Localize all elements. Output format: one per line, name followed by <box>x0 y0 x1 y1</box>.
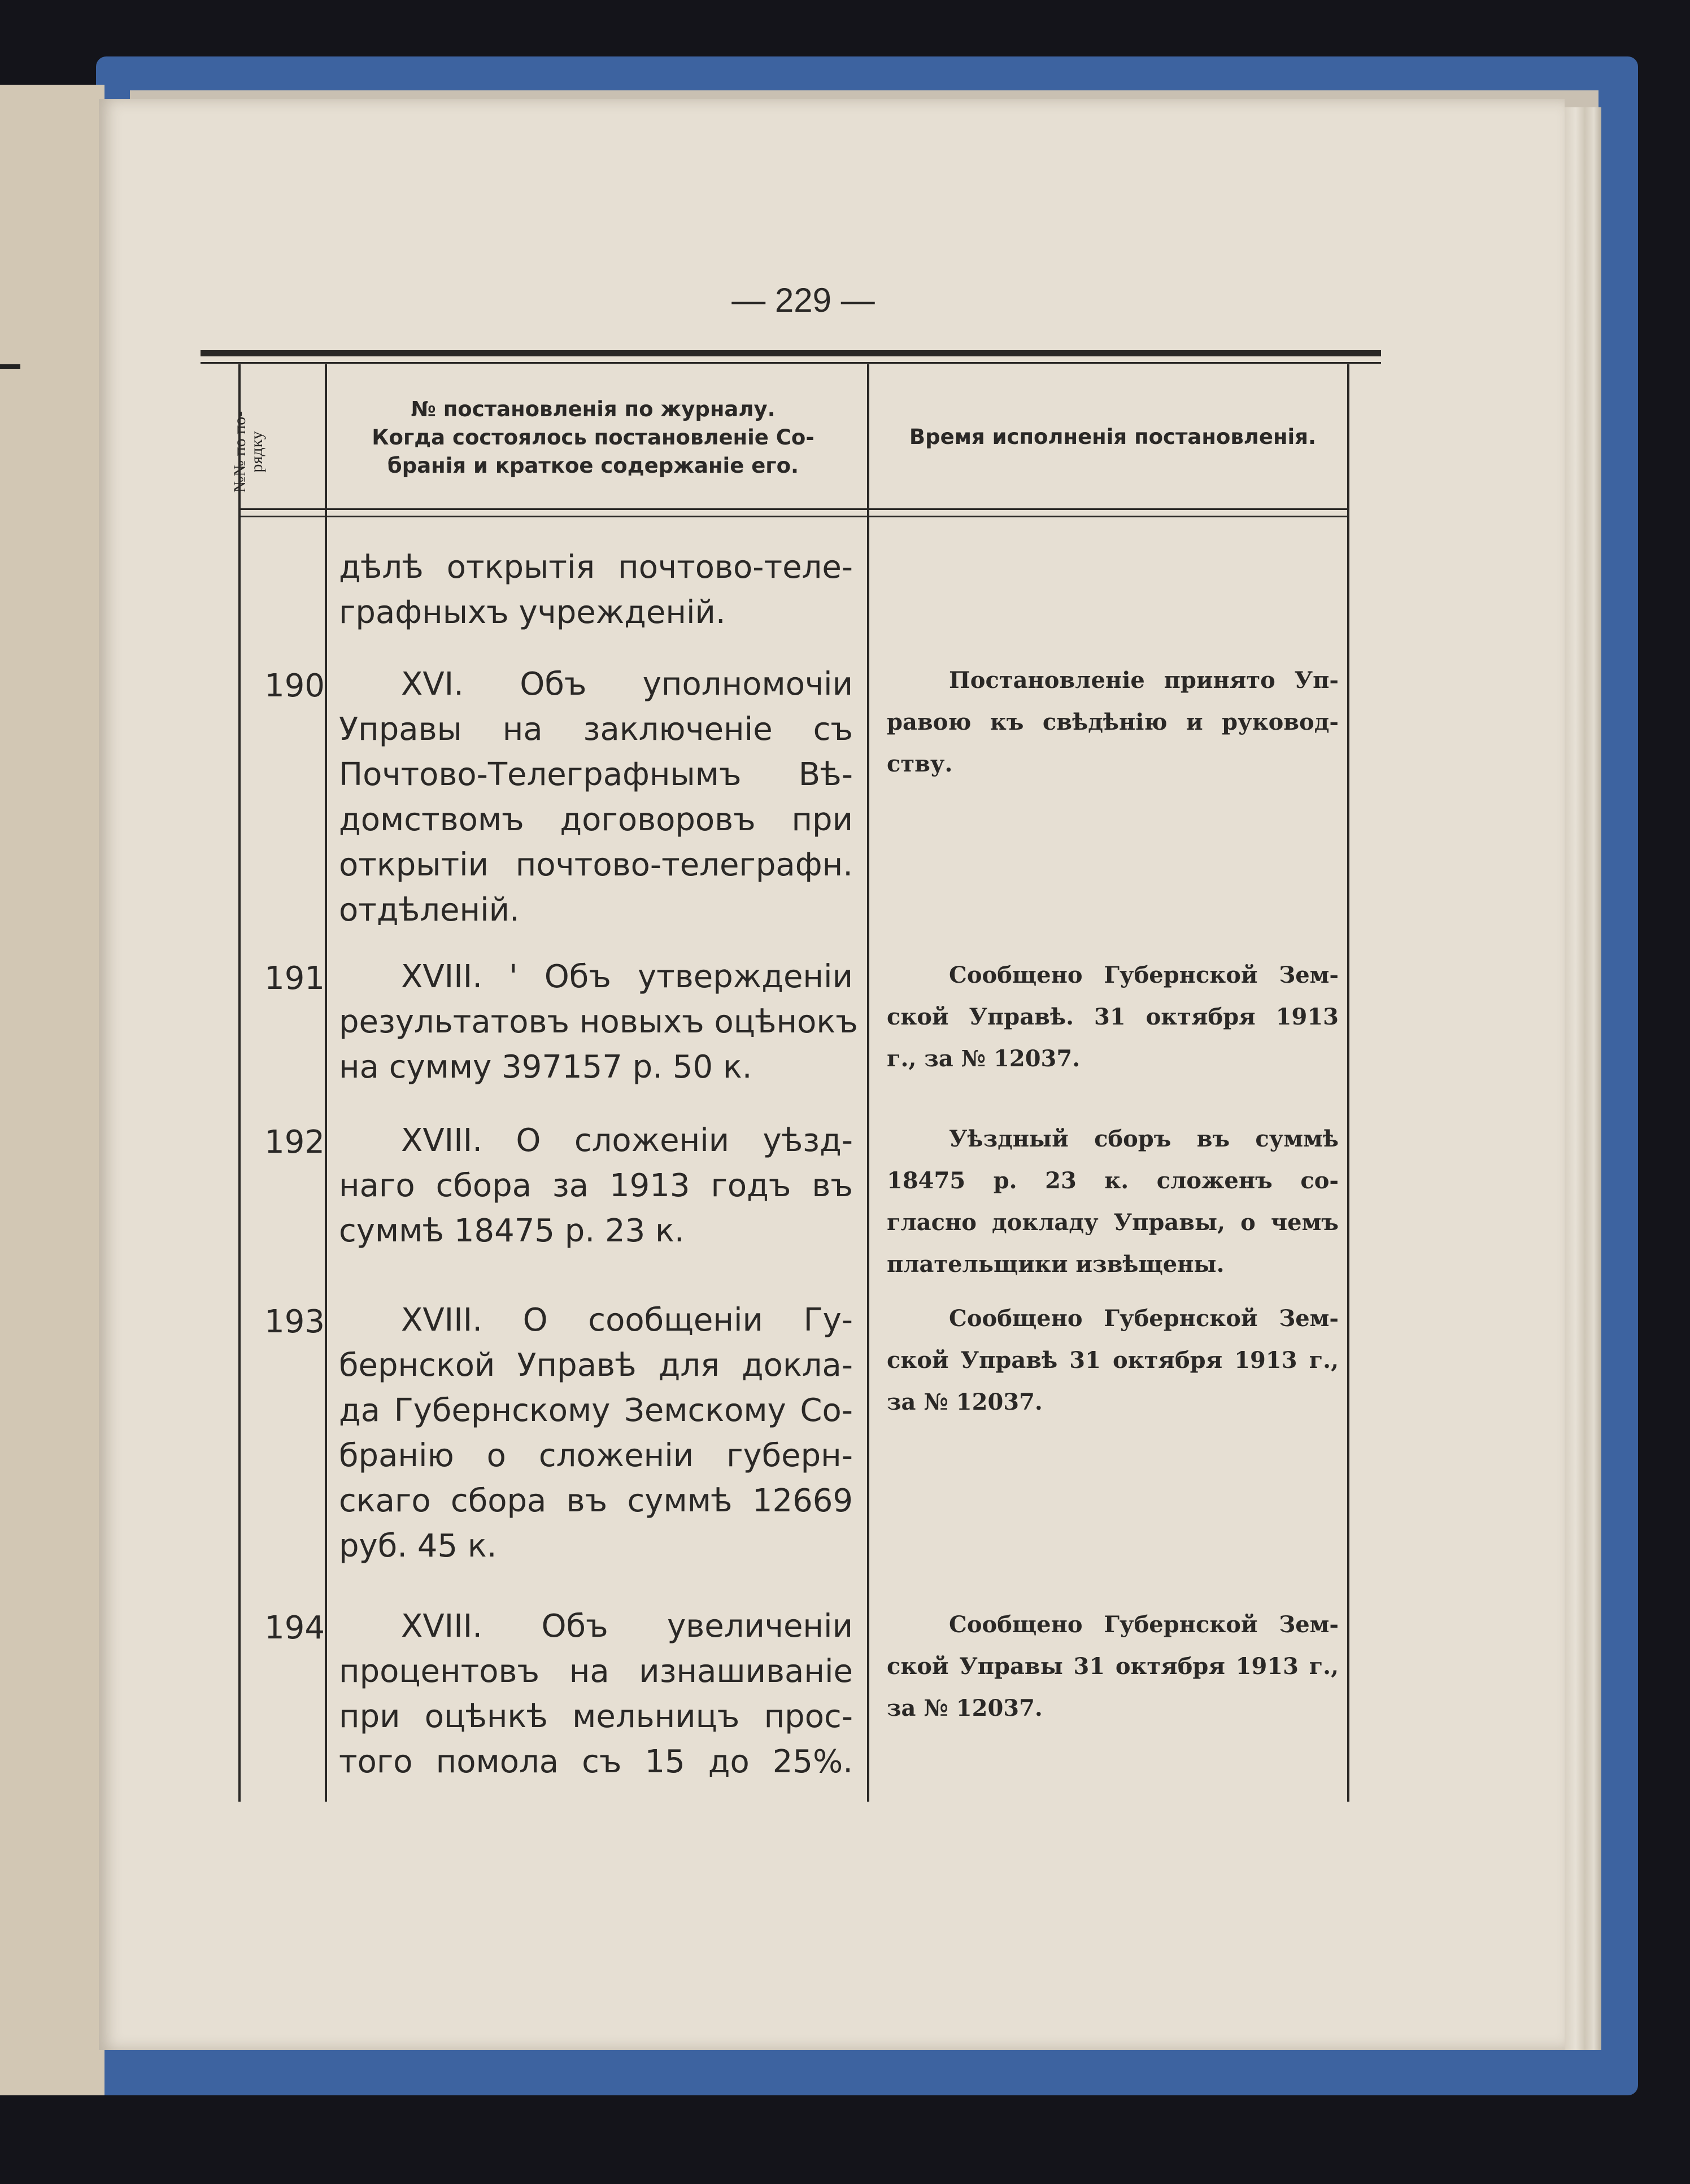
header-col-number <box>232 387 265 517</box>
row-193-time-line-2: ской Управѣ 31 октября 1913 г., <box>887 1347 1339 1374</box>
row-192-time-line-1: Уѣздный сборъ въ суммѣ <box>949 1126 1339 1152</box>
row-190-text <box>339 662 853 933</box>
row-190-line-2: Управы на заключеніе съ <box>339 711 853 748</box>
row-190-line-5: открытіи почтово-телеграфн. <box>339 847 853 883</box>
row-194-time-line-2: ской Управы 31 октября 1913 г., <box>887 1653 1339 1680</box>
row-194-time <box>887 1604 1339 1729</box>
row-194-time-line-3: за № 12037. <box>887 1695 1043 1721</box>
row-190-line-6: отдѣленій. <box>339 892 520 928</box>
row-193-line-1: XVIII. О сообщеніи Гу- <box>401 1302 853 1339</box>
header-col-resolution-line-1: № постановленія по журналу. <box>411 397 776 421</box>
header-col-execution-time: Время исполненія постановленія. <box>909 425 1317 449</box>
continuation-text <box>339 545 853 635</box>
row-number-191: 191 <box>264 960 325 997</box>
row-190-line-4: домствомъ договоровъ при <box>339 801 853 838</box>
row-190-line-3: Почтово-Телеграфнымъ Вѣ- <box>339 756 853 793</box>
row-194-text <box>339 1604 853 1785</box>
table-right-border <box>1347 364 1349 1802</box>
row-193-line-2: бернской Управѣ для докла- <box>339 1347 853 1384</box>
row-191-line-1: XVIII. ' Объ утвержденіи <box>401 958 853 995</box>
row-192-time <box>887 1118 1339 1285</box>
row-number-193: 193 <box>264 1304 325 1340</box>
header-col-resolution <box>333 395 853 480</box>
row-190-line-1: XVI. Объ уполномочіи <box>401 666 853 703</box>
row-192-line-1: XVIII. О сложеніи уѣзд- <box>401 1122 853 1159</box>
row-194-line-2: процентовъ на изнашиваніе <box>339 1653 853 1690</box>
row-194-line-1: XVIII. Объ увеличеніи <box>401 1608 853 1645</box>
row-193-line-4: бранію о сложеніи губерн- <box>339 1437 853 1474</box>
row-193-line-5: скаго сбора въ суммѣ 12669 <box>339 1483 853 1519</box>
row-194-line-3: при оцѣнкѣ мельницъ прос- <box>339 1698 853 1735</box>
row-191-time-line-3: г., за № 12037. <box>887 1045 1081 1072</box>
row-193-time <box>887 1298 1339 1423</box>
row-193-text <box>339 1298 853 1569</box>
row-192-line-3: суммѣ 18475 р. 23 к. <box>339 1213 685 1249</box>
row-193-line-3: да Губернскому Земскому Со- <box>339 1392 853 1429</box>
row-192-time-line-4: плательщики извѣщены. <box>887 1251 1225 1278</box>
row-190-time-line-3: ству. <box>887 751 953 777</box>
row-192-time-line-2: 18475 р. 23 к. сложенъ со- <box>887 1167 1339 1194</box>
row-number-194: 194 <box>264 1610 325 1646</box>
row-192-time-line-3: гласно докладу Управы, о чемъ <box>887 1209 1339 1236</box>
row-194-time-line-1: Сообщено Губернской Зем- <box>949 1611 1339 1638</box>
row-191-time <box>887 954 1339 1080</box>
row-191-line-3: на сумму 397157 р. 50 к. <box>339 1049 752 1086</box>
row-194-line-4: того помола съ 15 до 25%. <box>339 1743 853 1780</box>
header-col-number-line-1: №№ по по- <box>230 411 249 493</box>
header-rule-2 <box>238 516 1347 517</box>
header-col-resolution-line-3: бранія и краткое содержаніе его. <box>387 454 799 478</box>
row-number-192: 192 <box>264 1124 325 1161</box>
row-192-text <box>339 1118 853 1254</box>
col2-divider <box>867 364 869 1802</box>
left-page-mark <box>0 364 20 369</box>
table-left-border <box>238 364 241 1802</box>
page-number: — 229 — <box>731 281 875 319</box>
row-193-time-line-3: за № 12037. <box>887 1389 1043 1415</box>
row-193-line-6: руб. 45 к. <box>339 1528 497 1564</box>
header-col-resolution-line-2: Когда состоялось постановленіе Со- <box>372 425 814 450</box>
row-190-time <box>887 660 1339 785</box>
continuation-line-2: графныхъ учрежденій. <box>339 594 726 631</box>
row-190-time-line-2: равою къ свѣдѣнію и руковод- <box>887 709 1339 735</box>
header-col-number-line-2: рядку <box>247 431 266 473</box>
row-191-time-line-1: Сообщено Губернской Зем- <box>949 962 1339 988</box>
row-190-time-line-1: Постановленіе принято Уп- <box>949 667 1339 694</box>
continuation-line-1: дѣлѣ открытія почтово-теле- <box>339 549 853 586</box>
row-191-line-2: результатовъ новыхъ оцѣнокъ <box>339 1004 858 1040</box>
header-rule-1 <box>238 508 1347 510</box>
row-191-text <box>339 954 858 1090</box>
row-number-190: 190 <box>264 668 325 704</box>
top-rule-thick <box>201 350 1381 356</box>
top-rule-thin <box>201 362 1381 364</box>
col1-divider <box>325 364 327 1802</box>
page-stack-edge <box>1565 107 1601 2050</box>
row-192-line-2: наго сбора за 1913 годъ въ <box>339 1167 853 1204</box>
row-191-time-line-2: ской Управѣ. 31 октября 1913 <box>887 1004 1339 1030</box>
row-193-time-line-1: Сообщено Губернской Зем- <box>949 1305 1339 1332</box>
left-page-edge <box>0 85 104 2095</box>
